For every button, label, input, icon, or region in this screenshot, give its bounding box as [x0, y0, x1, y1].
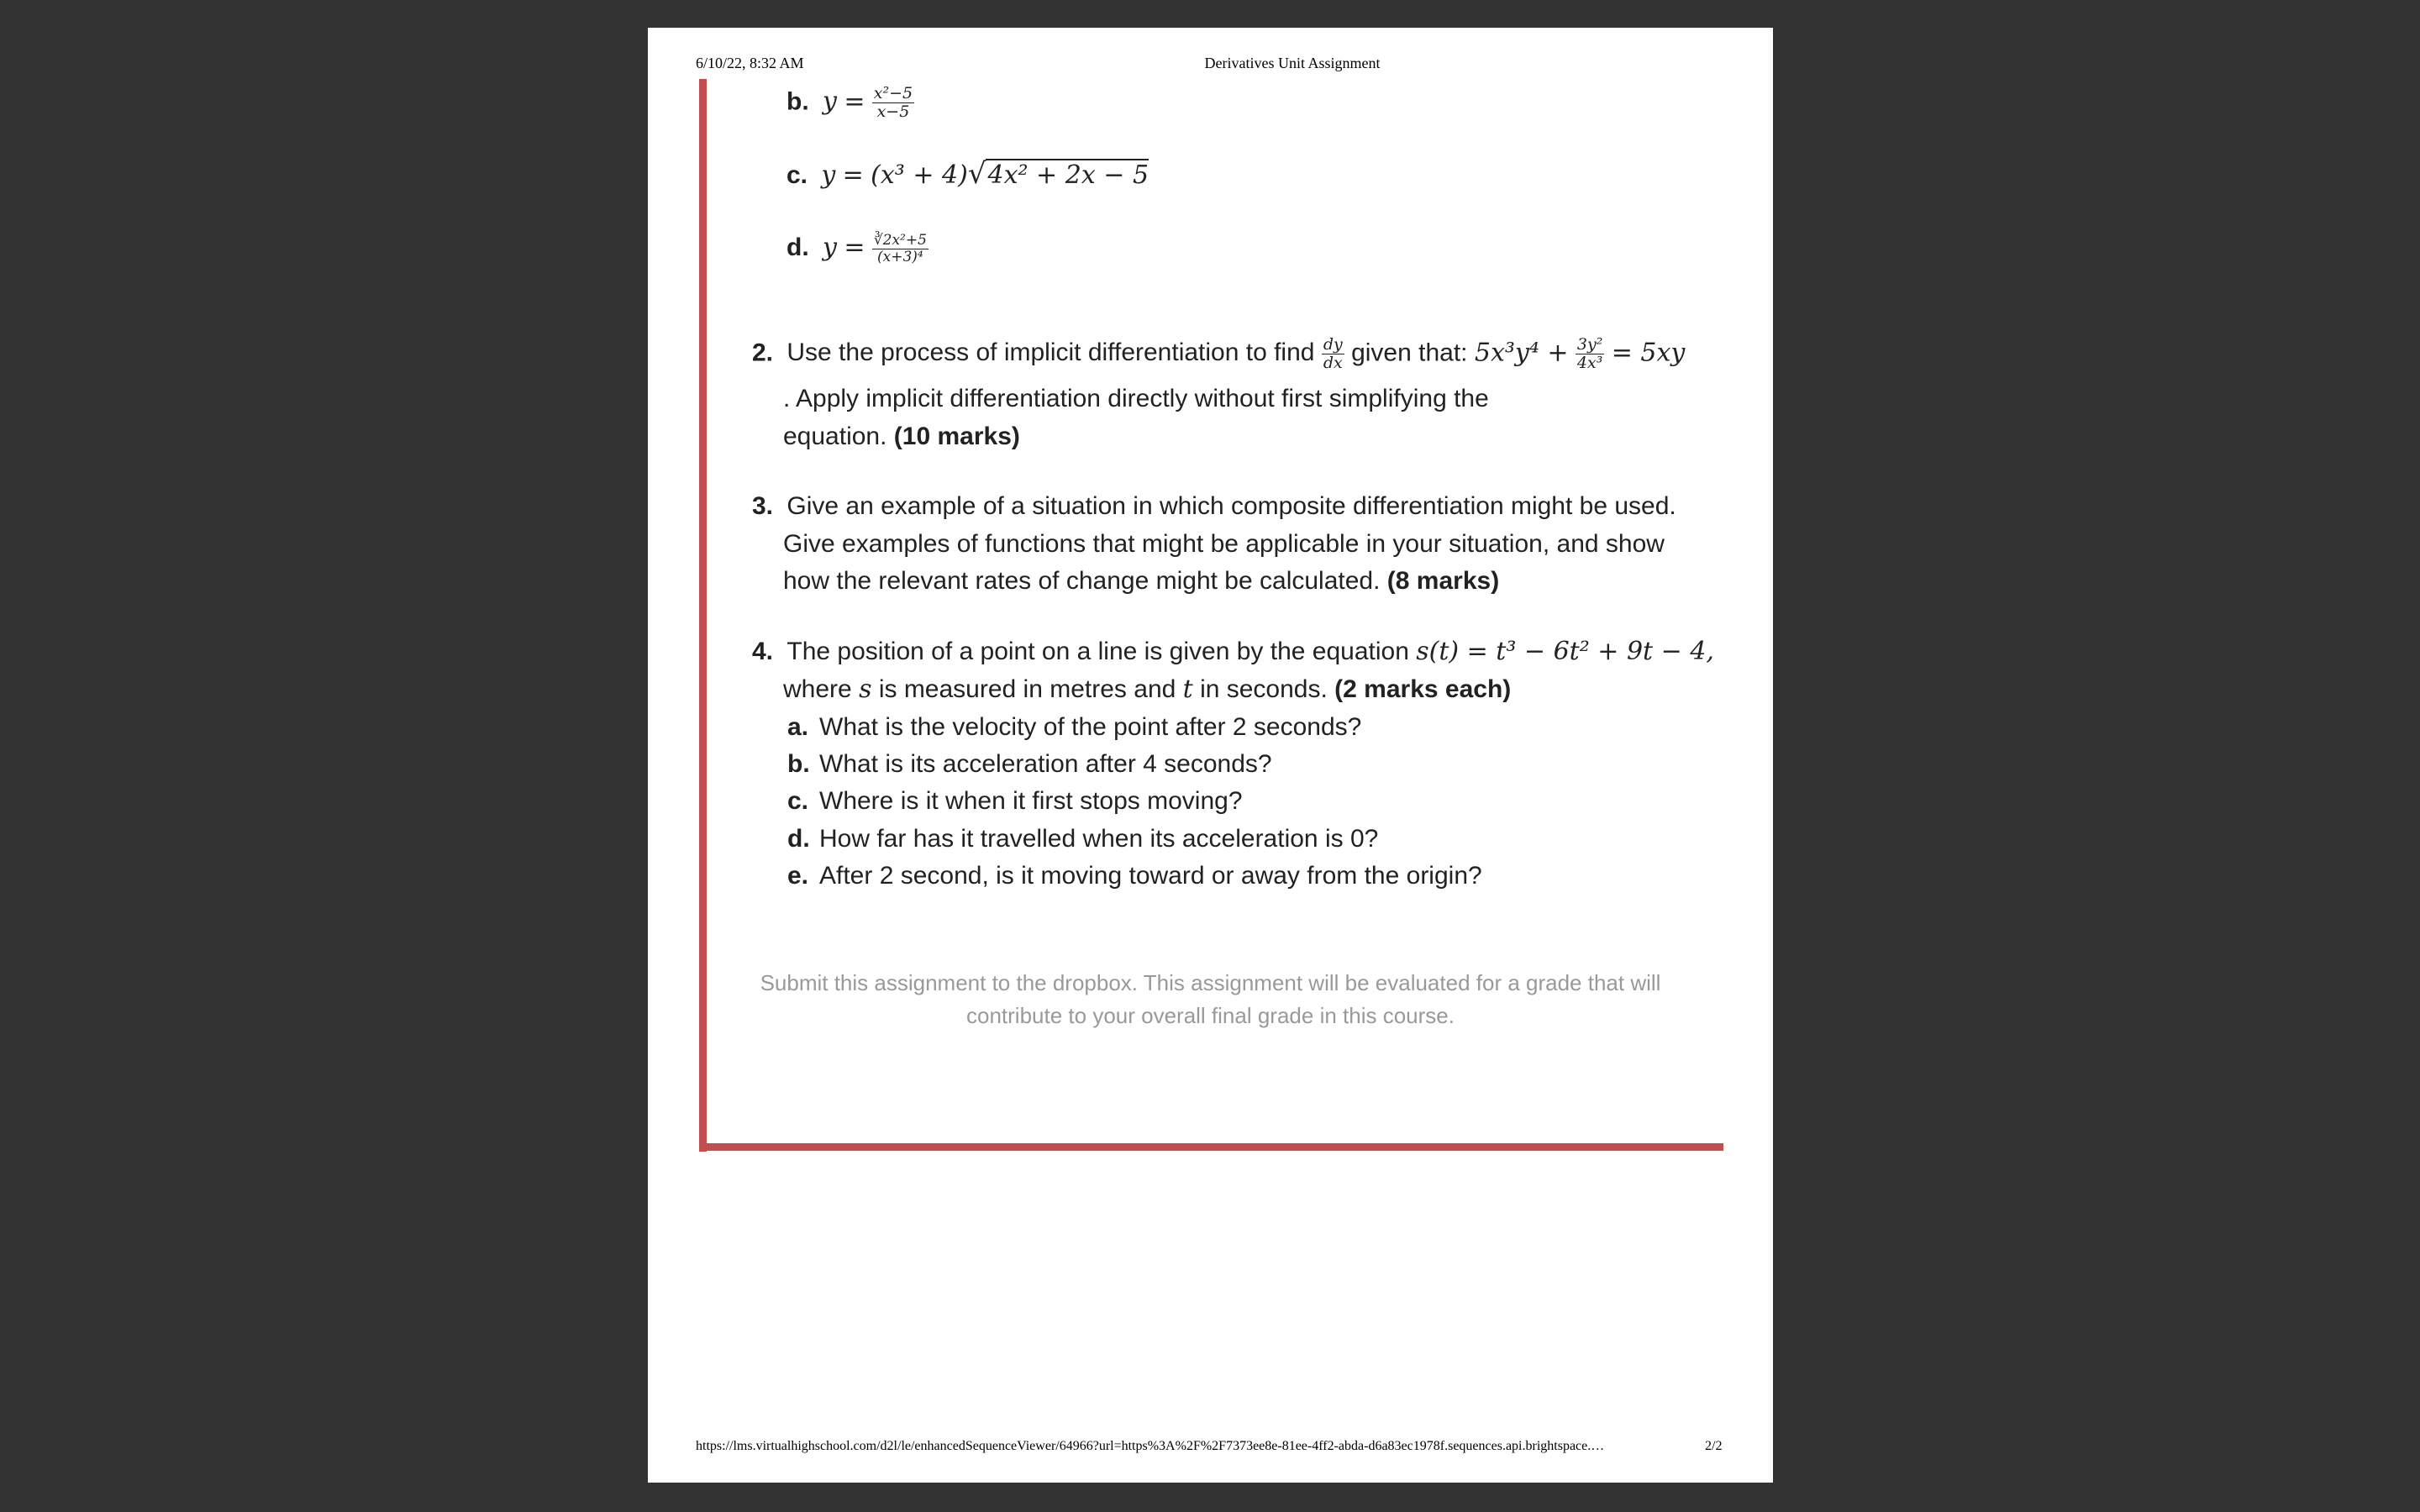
print-url: https://lms.virtualhighschool.com/d2l/le/enhancedSequenceViewer/64966?url=https%3A%2F%2F7373ee8e-81ee-4ff2-abda-d6a83ec1978f.sequences.api.brightspace.…: [696, 1439, 1605, 1453]
submission-note: [648, 967, 1773, 1032]
q4-item-d: [787, 827, 1378, 852]
q1-b-numerator: x²−5: [873, 84, 913, 102]
q3-marks: (8 marks): [1386, 567, 1500, 595]
q1-d-denominator: (x+3)⁴: [876, 248, 923, 265]
q2-text-a: Use the process of implicit differentiation to find: [786, 339, 1315, 367]
q4-line1-text: The position of a point on a line is given by the equation: [786, 638, 1409, 665]
q2-eq-lhs: 5x³y⁴ +: [1474, 338, 1569, 368]
red-frame-bottom: [699, 1143, 1723, 1151]
q4-item-text: What is the velocity of the point after 2 seconds?: [819, 713, 1362, 741]
q1-item-d: [786, 233, 929, 265]
q4-equation: s(t) = t³ − 6t² + 9t − 4,: [1416, 637, 1714, 666]
q1-c-eq: =: [842, 160, 864, 190]
q2-line3-text: equation.: [783, 423, 887, 450]
q4-item-label: c.: [787, 787, 809, 815]
q1-b-eq: =: [844, 87, 865, 117]
q1-d-y: y: [823, 233, 837, 263]
q4-var-t: t: [1182, 675, 1193, 704]
q3-line3: [783, 569, 1499, 594]
q1-b-denominator: x−5: [876, 102, 910, 121]
dx: dx: [1323, 353, 1343, 372]
q1-item-b: [786, 85, 914, 121]
q4-number: 4.: [752, 638, 774, 665]
q4-item-text: How far has it travelled when its acceleration is 0?: [819, 825, 1379, 853]
q3-line3-text: how the relevant rates of change might be calculated.: [783, 567, 1381, 595]
submission-note-line2: contribute to your overall final grade in this course.: [966, 1003, 1455, 1028]
page-number: 2/2: [1705, 1439, 1723, 1453]
q4-line2: [783, 677, 1511, 702]
q4-var-s: s: [859, 675, 872, 704]
q4-item-text: After 2 second, is it moving toward or away from the origin?: [819, 862, 1482, 890]
q1-item-c: [786, 157, 1150, 191]
q4-item-a: [787, 715, 1361, 740]
q3-line1: [752, 494, 1676, 519]
radical-icon: √: [967, 157, 986, 191]
q4-item-label: d.: [787, 825, 810, 853]
q2-eq-fraction: [1576, 336, 1604, 372]
q4-marks: (2 marks each): [1334, 675, 1512, 703]
q4-line2-c: in seconds.: [1200, 675, 1328, 703]
q2-line1: [752, 336, 1685, 372]
q4-item-b: [787, 752, 1272, 777]
q1-c-radicand: 4x² + 2x − 5: [987, 160, 1150, 190]
q4-item-e: [787, 864, 1482, 889]
q1-d-label: d.: [786, 234, 809, 262]
q4-line1: [752, 639, 1714, 664]
q2-marks: (10 marks): [893, 423, 1020, 450]
q4-item-c: [787, 789, 1243, 814]
submission-note-line1: Submit this assignment to the dropbox. This assignment will be evaluated for a grade that will: [760, 970, 1661, 995]
q1-b-label: b.: [786, 87, 809, 116]
q4-item-text: Where is it when it first stops moving?: [819, 787, 1243, 815]
q4-item-label: a.: [787, 713, 809, 741]
print-title: Derivatives Unit Assignment: [1204, 55, 1381, 71]
q3-line2: Give examples of functions that might be applicable in your situation, and show: [783, 530, 1665, 558]
document-page: [648, 28, 1773, 1483]
q1-c-y: y: [821, 160, 836, 190]
q2-line3: [783, 424, 1020, 449]
q2-number: 2.: [752, 339, 774, 367]
q2-frac-den: 4x³: [1576, 353, 1603, 372]
q1-b-fraction: [872, 85, 914, 121]
q4-line2-b: is measured in metres and: [878, 675, 1176, 703]
q1-d-fraction: [872, 233, 929, 265]
dy-dx-fraction: [1322, 336, 1344, 372]
q4-item-label: e.: [787, 862, 809, 890]
q1-d-eq: =: [844, 233, 865, 263]
q3-line1-text: Give an example of a situation in which composite differentiation might be used.: [786, 492, 1676, 520]
dy: dy: [1323, 335, 1343, 354]
q1-c-factor: (x³ + 4): [871, 160, 968, 190]
q4-item-label: b.: [787, 750, 810, 778]
q1-b-y: y: [823, 87, 837, 117]
q2-line2: . Apply implicit differentiation directly without first simplifying the: [783, 385, 1489, 412]
q4-item-text: What is its acceleration after 4 seconds?: [819, 750, 1272, 778]
q1-c-label: c.: [786, 161, 808, 189]
q3-number: 3.: [752, 492, 774, 520]
q2-frac-num: 3y²: [1576, 335, 1603, 354]
print-date: 6/10/22, 8:32 AM: [696, 55, 804, 71]
q1-d-numerator: ∛2x²+5: [873, 232, 927, 249]
q2-eq-rhs: = 5xy: [1611, 338, 1686, 368]
q4-line2-a: where: [783, 675, 852, 703]
q2-text-b: given that:: [1351, 339, 1468, 367]
